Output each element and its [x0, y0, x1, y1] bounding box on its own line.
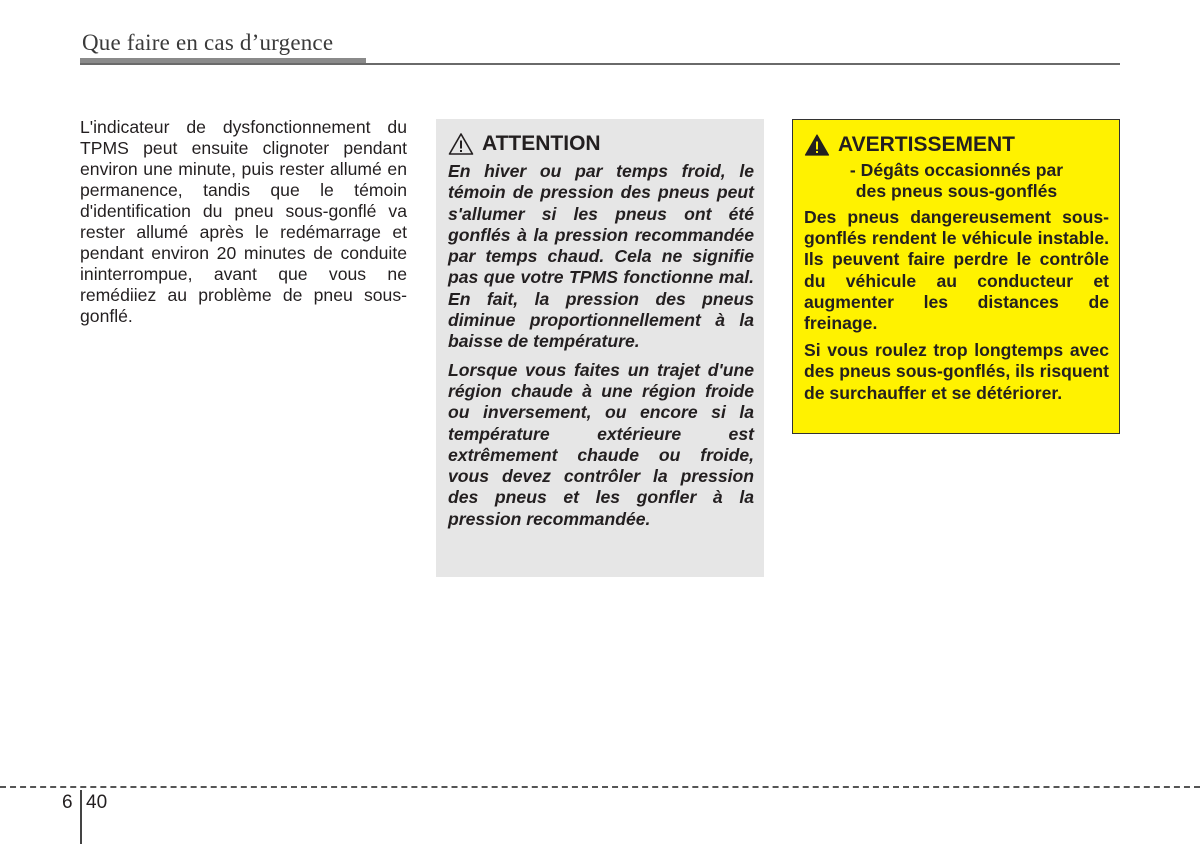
warning-subtitle-line: des pneus sous-gonflés	[855, 181, 1058, 201]
warning-box	[792, 119, 1120, 434]
warning-paragraph: Des pneus dangereusement sous-gonflés rendent le véhicule instable. Ils peuvent faire perdre le contrôle du véhicule au conducteur et augmenter les distances de freinage.	[804, 207, 1109, 334]
footer-dashed-rule	[0, 786, 1200, 788]
warning-subtitle-line: - Dégâts occasionnés par	[849, 160, 1064, 180]
warning-header	[804, 130, 1109, 160]
caution-title: ATTENTION	[482, 132, 601, 155]
caution-paragraph: En hiver ou par temps froid, le témoin de pression des pneus peut s'allumer si les pneus ont été gonflés à la pression recommandée par temps chaud. Cela ne signifie pas que votre TPMS fonctionne mal. En fait, la pression des pneus diminue proportionnellement à la baisse de température.	[448, 161, 754, 352]
caution-paragraph: Lorsque vous faites un trajet d'une région chaude à une région froide ou inversement, ou encore si la température extérieure est extrêmement chaude ou froide, vous devez contrôler la pression des pneus et les gonfler à la pression recommandée.	[448, 359, 754, 529]
warning-paragraph: Si vous roulez trop longtemps avec des pneus sous-gonflés, ils risquent de surchauffer et se détériorer.	[804, 340, 1110, 403]
warning-title: AVERTISSEMENT	[838, 133, 1015, 156]
page-number: 40	[86, 792, 108, 813]
page-number-separator	[80, 790, 82, 844]
warning-triangle-outline-icon	[448, 132, 474, 156]
warning-triangle-filled-icon	[804, 133, 830, 157]
caution-header	[448, 127, 754, 161]
warning-subtitle	[804, 160, 1109, 202]
body-text-column: L'indicateur de dysfonctionnement du TPMS peut ensuite clignoter pendant environ une minute, puis rester allumé en permanence, tandis que le témoin d'identification du pneu sous-gonflé va rester allumé après le redémarrage et pendant environ 20 minutes de conduite ininterrompue, avant que vous ne remédiiez au problème de pneu sous-gonflé.	[80, 117, 407, 326]
chapter-number: 6	[62, 792, 73, 813]
header-rule	[80, 63, 1120, 65]
caution-box	[436, 119, 764, 577]
page-header-title: Que faire en cas d’urgence	[82, 30, 334, 55]
